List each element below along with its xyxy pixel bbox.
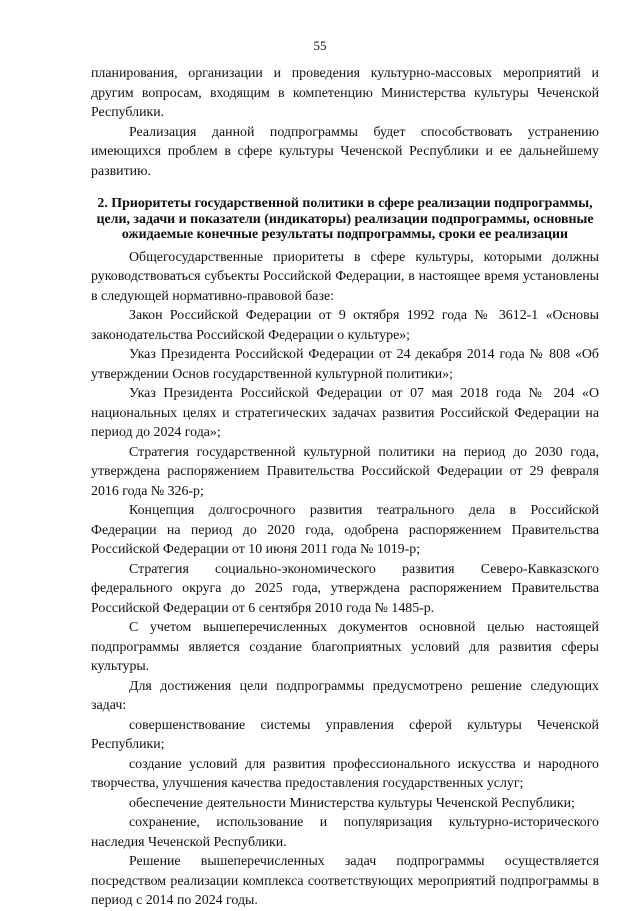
page-number: 55: [313, 38, 327, 53]
section-heading: 2. Приоритеты государственной политики в сфере реализации подпрограммы, цели, задачи и показатели (индикаторы) реализации подпрограммы, основные ожидаемые конечные результаты подпрограммы, сроки ее реализации: [96, 196, 594, 242]
intro-paragraph: Реализация данной подпрограммы будет способствовать устранению имеющихся проблем в сфере культуры Чеченской Республики и ее дальнейшему развитию.: [91, 124, 599, 179]
body-paragraph: Указ Президента Российской Федерации от 07 мая 2018 года № 204 «О национальных целях и стратегических задачах развития Российской Федерации на период до 2024 года»;: [91, 386, 599, 440]
body-paragraph: совершенствование системы управления сферой культуры Чеченской Республики;: [91, 717, 599, 752]
body-paragraph: С учетом вышеперечисленных документов основной целью настоящей подпрограммы является создание благоприятных условий для развития сферы культуры.: [91, 620, 599, 674]
body-paragraph: Стратегия социально-экономического развития Северо-Кавказского федерального округа до 2025 года, утверждена распоряжением Правительства Российской Федерации от 6 сентября 2010 года № 1485-р.: [91, 561, 599, 616]
body-paragraph: Для достижения цели подпрограммы предусмотрено решение следующих задач:: [91, 678, 599, 713]
body-paragraph: сохранение, использование и популяризация культурно-исторического наследия Чеченской Республики.: [91, 815, 599, 850]
intro-continuation-paragraph: планирования, организации и проведения культурно-массовых мероприятий и другим вопросам, входящим в компетенцию Министерства культуры Чеченской Республики.: [91, 66, 599, 120]
body-paragraph: Стратегия государственной культурной политики на период до 2030 года, утверждена распоряжением Правительства Российской Федерации от 29 февраля 2016 года № 326-р;: [91, 444, 599, 499]
body-paragraph: Решение вышеперечисленных задач подпрограммы осуществляется посредством реализации комплекса соответствующих мероприятий подпрограммы в период с 2014 по 2024 годы.: [91, 854, 599, 908]
body-paragraph: обеспечение деятельности Министерства культуры Чеченской Республики;: [129, 795, 575, 811]
body-paragraph: создание условий для развития профессионального искусства и народного творчества, улучшения качества предоставления государственных услуг;: [91, 756, 599, 791]
body-paragraph: Общегосударственные приоритеты в сфере культуры, которыми должны руководствоваться субъекты Российской Федерации, в настоящее время установлены в следующей нормативно-правовой базе:: [91, 249, 599, 304]
body-paragraph: Концепция долгосрочного развития театрального дела в Российской Федерации на период до 2020 года, одобрена распоряжением Правительства Российской Федерации от 10 июня 2011 года № 1019-р;: [91, 503, 599, 557]
body-paragraph: Указ Президента Российской Федерации от 24 декабря 2014 года № 808 «Об утверждении Основ государственной культурной политики»;: [91, 347, 599, 382]
body-paragraph: Закон Российской Федерации от 9 октября 1992 года № 3612-1 «Основы законодательства Российской Федерации о культуре»;: [91, 308, 599, 343]
page-content: [91, 64, 599, 911]
